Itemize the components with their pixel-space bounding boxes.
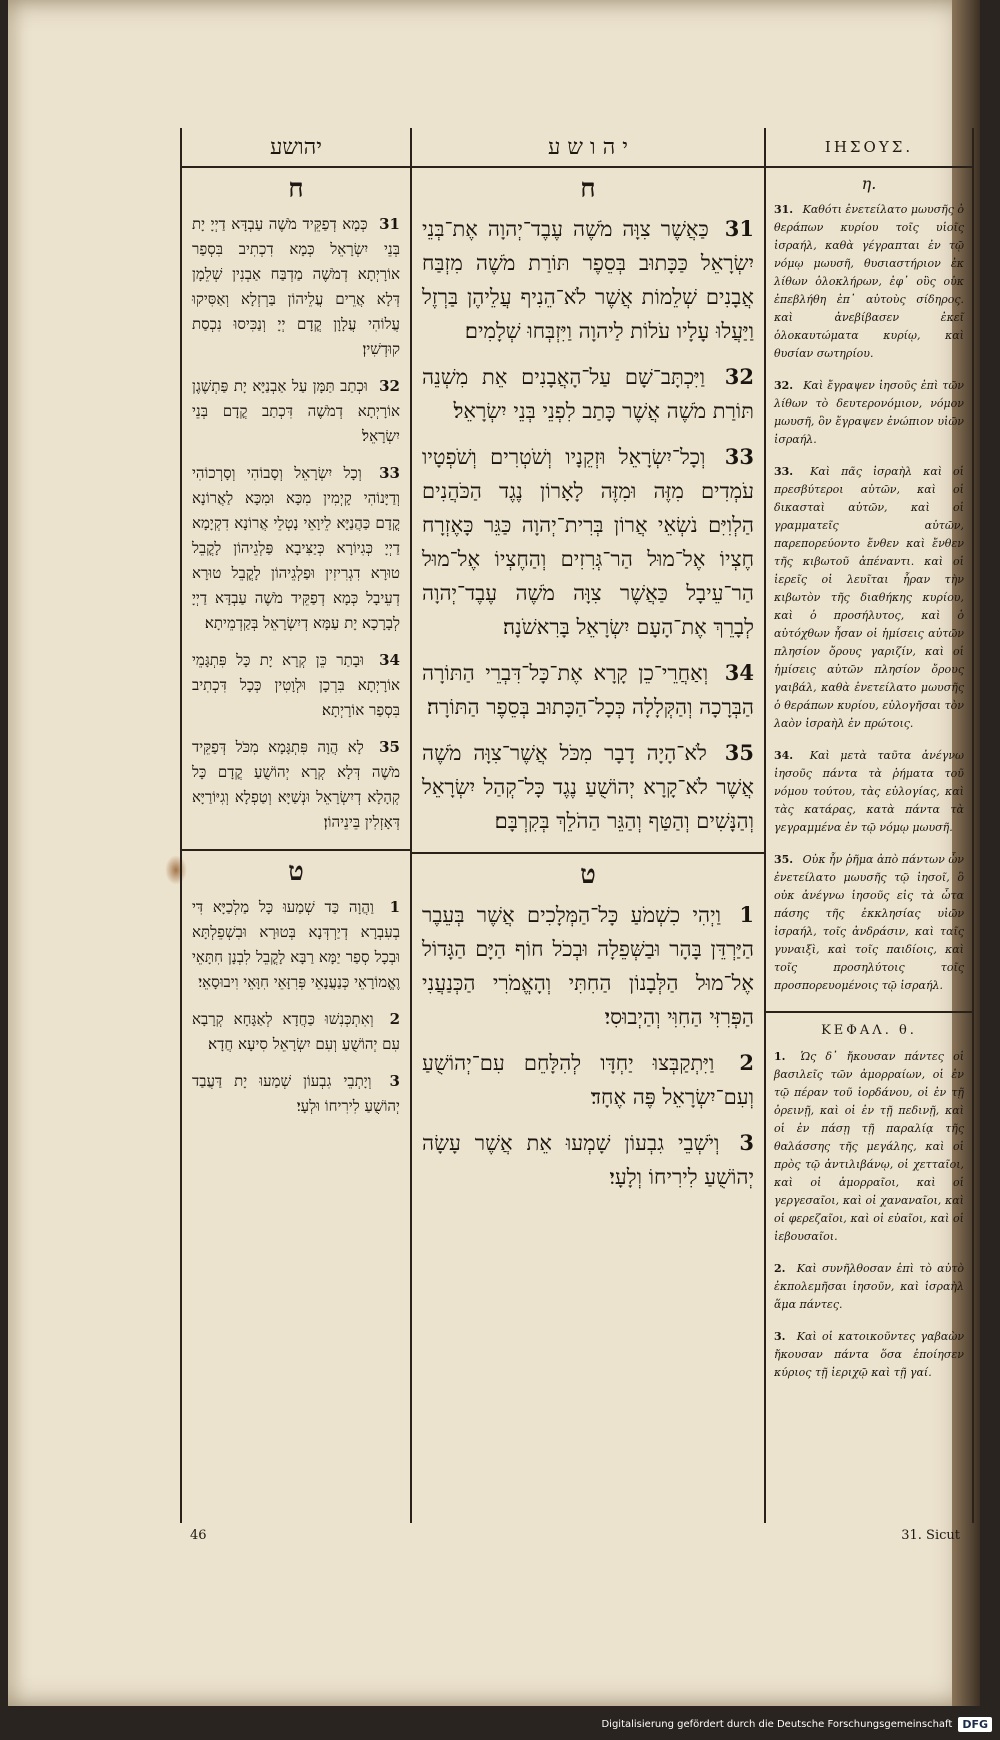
- page-number: 46: [190, 1528, 207, 1543]
- text-frame: [180, 128, 974, 1523]
- catchword: 31. Sicut: [901, 1528, 960, 1543]
- aramaic-verses-ch8: [182, 208, 410, 843]
- verse: [412, 1042, 764, 1122]
- verse: [766, 847, 972, 1005]
- verse: [182, 1065, 410, 1127]
- dfg-logo-icon: DFG: [958, 1717, 992, 1732]
- verse-number: 35: [724, 740, 754, 765]
- verse: [182, 731, 410, 843]
- verse-number: 34: [724, 660, 754, 685]
- verse-number: 33.: [774, 465, 794, 478]
- verse-number: 35.: [774, 853, 794, 866]
- verse: [766, 1324, 972, 1392]
- verse-number: 32: [379, 377, 400, 395]
- verse-number: 34: [379, 651, 400, 669]
- verse-text: Καὶ ἔγραψεν ἰησοῦς ἐπὶ τῶν λίθων τὸ δευτερονόμιον, νόμον μωυσῆ, ὃν ἔγραψεν ἐνώπιον υἱῶν ἰσραήλ.: [774, 379, 964, 446]
- verse-text: Καὶ συνῆλθοσαν ἐπὶ τὸ αὐτὸ ἐκπολεμῆσαι ἰησοῦν, καὶ ἰσραὴλ ἅμα πάντες.: [774, 1262, 964, 1311]
- verse-text: וַיִּכְתָּב־שָׁם עַל־הָאֲבָנִים אֵת מִשְׁנֵה תּוֹרַת מֹשֶׁה אֲשֶׁר כָּתַב לִפְנֵי בְּנֵי יִשְׂרָאֵל׃: [422, 365, 754, 423]
- aramaic-column: [182, 128, 412, 1523]
- hebrew-divider: [412, 852, 764, 854]
- verse-text: וַיִּתְקַבְּצוּ יַחְדָּו לְהִלָּחֵם עִם־יְהוֹשֻׁעַ וְעִם־יִשְׂרָאֵל פֶּה אֶחָד׃: [422, 1051, 754, 1109]
- greek-divider: [766, 1011, 972, 1013]
- verse-text: Καὶ μετὰ ταῦτα ἀνέγνω ἰησοῦς πάντα τὰ ῥήματα τοῦ νόμου τούτου, τὰς εὐλογίας, καὶ τὰς κατάρας, κατὰ πάντα τὰ γεγραμμένα ἐν τῷ νόμῳ μωυσῆ.: [774, 749, 964, 834]
- verse-number: 1: [389, 898, 400, 916]
- verse-number: 31: [379, 215, 400, 233]
- verse: [412, 1122, 764, 1202]
- verse: [412, 356, 764, 436]
- book-page: [8, 0, 980, 1706]
- verse: [182, 208, 410, 370]
- hebrew-verses-ch8: [412, 208, 764, 846]
- verse-text: וְכָל יִשְׂרָאֵל וְסָבוֹהִי וְסָרְכוֹהִי וְדַיָּנוֹהִי קָיְמִין מִכָּא וּמִכָּא לַאֲרוֹנָא קֳדָם כַּהֲנַיָּא לֵיוָאֵי נָטְלֵי אֲרוֹנָא דִקְיָמָא דַיְיָ כְּגִיוֹרָא כְּיַצִּיבָא פַּלְגֵיהוֹן לָקֳבֵל טוּרָא דִגְרִיזִין וּפַלְגֵיהוֹן לָקֳבֵל טוּרָא דְעֵיבָל כְּמָא דְפַקֵּיד מֹשֶׁה עַבְדָּא דַיְיָ לְבָרָכָא יָת עַמָּא דְיִשְׂרָאֵל בְּקַדְמֵיתָא׃: [192, 464, 400, 632]
- verse-text: Οὐκ ἦν ῥῆμα ἀπὸ πάντων ὧν ἐνετείλατο μωυσῆς τῷ ἰησοῖ, ὃ οὐκ ἀνέγνω ἰησοῦς εἰς τὰ ὦτα πάσης τῆς ἐκκλησίας υἱῶν ἰσραήλ, τοῖς ἀνδράσιν, καὶ ταῖς γυναιξὶ, καὶ τοῖς παιδίοις, καὶ τοῖς προσηλύτοις τοῖς προσπορευομένοις τῷ ἰσραήλ.: [774, 853, 964, 992]
- verse: [182, 644, 410, 731]
- verse: [766, 743, 972, 847]
- greek-chapter-8: η.: [861, 174, 877, 193]
- verse-number: 1: [739, 902, 754, 927]
- verse-text: וְאַחֲרֵי־כֵן קָרָא אֶת־כָּל־דִּבְרֵי הַתּוֹרָה הַבְּרָכָה וְהַקְּלָלָה כְּכָל־הַכָּתוּב בְּסֵפֶר הַתּוֹרָה׃: [422, 661, 754, 719]
- verse: [766, 197, 972, 373]
- digitization-credit: [601, 1717, 992, 1732]
- verse: [412, 652, 764, 732]
- credit-text: Digitalisierung gefördert durch die Deutsche Forschungsgemeinschaft: [601, 1719, 953, 1730]
- hebrew-chapter-9: ט: [580, 860, 596, 890]
- verse: [412, 436, 764, 652]
- aramaic-chapter-8: ח: [288, 174, 304, 204]
- verse-text: לֹא־הָיָה דָבָר מִכֹּל אֲשֶׁר־צִוָּה מֹשֶׁה אֲשֶׁר לֹא־קָרָא יְהוֹשֻׁעַ נֶגֶד כָּל־קְהַל יִשְׂרָאֵל וְהַנָּשִׁים וְהַטַּף וְהַגֵּר הַהֹלֵךְ בְּקִרְבָּם׃: [422, 741, 754, 833]
- verse: [412, 894, 764, 1042]
- verse: [182, 891, 410, 1003]
- verse-number: 2: [739, 1050, 754, 1075]
- greek-verses-ch9: [766, 1044, 972, 1392]
- greek-header: ΙΗΣΟΥΣ.: [766, 128, 972, 168]
- verse-number: 32: [724, 364, 754, 389]
- verse-number: 3.: [774, 1330, 786, 1343]
- verse-text: וּכְתַב תַּמָּן עַל אַבְנַיָּא יָת פַּתְשֶׁגֶן אוֹרָיְתָא דְמֹשֶׁה דִּכְתַב קֳדָם בְּנֵי יִשְׂרָאֵל׃: [192, 377, 400, 445]
- verse-number: 31: [724, 216, 755, 241]
- verse-text: וְכָל־יִשְׂרָאֵל וּזְקֵנָיו וְשֹׁטְרִים וְשֹׁפְטָיו עֹמְדִים מִזֶּה וּמִזֶּה לָאָרוֹן נֶגֶד הַכֹּהֲנִים הַלְוִיִּם נֹשְׂאֵי אֲרוֹן בְּרִית־יְהוָה כַּגֵּר כָּאֶזְרָח חֶצְיוֹ אֶל־מוּל הַר־גְּרִזִים וְהַחֶצְיוֹ אֶל־מוּל הַר־עֵיבָל כַּאֲשֶׁר צִוָּה מֹשֶׁה עֶבֶד־יְהוָה לְבָרֵךְ אֶת־הָעָם יִשְׂרָאֵל בָּרִאשֹׁנָה׃: [422, 445, 754, 639]
- verse-text: Καὶ πᾶς ἰσραὴλ καὶ οἱ πρεσβύτεροι αὐτῶν, καὶ οἱ δικασταὶ αὐτῶν, καὶ οἱ γραμματεῖς αὐτῶν, παρεπορεύοντο ἔνθεν καὶ ἔνθεν τῆς κιβωτοῦ ἀπέναντι. καὶ οἱ ἱερεῖς οἱ λευῖται ἦραν τὴν κιβωτὸν τῆς διαθήκης κυρίου, καὶ ὁ προσήλυτος, καὶ ὁ αὐτόχθων ἦσαν οἱ ἡμίσεις αὐτῶν πλησίον ὄρους γαριζίν, καὶ οἱ ἡμίσεις αὐτῶν πλησίον ὄρους γαιβάλ, καθὰ ἐνετείλατο μωυσῆς ὁ θεράπων κυρίου, εὐλογῆσαι τὸν λαὸν ἰσραὴλ ἐν πρώτοις.: [774, 465, 964, 730]
- verse-text: לָא הֲוָה פִּתְגָּמָא מִכֹּל דְּפַקֵּיד מֹשֶׁה דְּלָא קְרָא יְהוֹשֻׁעַ קֳדָם כָּל קְהָלָא דְיִשְׂרָאֵל וּנְשַׁיָּא וְטַפְלָא וְגִיּוֹרַיָּא דְּאָזְלִין בֵּינֵיהוֹן׃: [192, 738, 400, 831]
- verse-number: 2: [389, 1010, 400, 1028]
- verse-number: 2.: [774, 1262, 786, 1275]
- verse-text: וְאִתְכְּנִשׁוּ כַּחֲדָא לְאַגָּחָא קְרָבָא עִם יְהוֹשֻׁעַ וְעִם יִשְׂרָאֵל סִיעָא חֲדָא׃: [192, 1010, 400, 1053]
- greek-chapter-9: ΚΕΦΑΛ. θ.: [821, 1023, 917, 1038]
- verse-text: וַיְהִי כִשְׁמֹעַ כָּל־הַמְּלָכִים אֲשֶׁר בְּעֵבֶר הַיַּרְדֵּן בָּהָר וּבַשְּׁפֵלָה וּבְכֹל חוֹף הַיָּם הַגָּדוֹל אֶל־מוּל הַלְּבָנוֹן הַחִתִּי וְהָאֱמֹרִי הַכְּנַעֲנִי הַפְּרִזִּי הַחִוִּי וְהַיְבוּסִי׃: [422, 903, 754, 1029]
- verse: [182, 457, 410, 644]
- greek-verses-ch8: [766, 197, 972, 1005]
- verse: [766, 1256, 972, 1324]
- hebrew-verses-ch9: [412, 894, 764, 1202]
- page-footer: [180, 1528, 970, 1548]
- verse-number: 31.: [774, 203, 794, 216]
- verse-number: 3: [739, 1130, 755, 1155]
- aramaic-header: יהושע: [182, 128, 410, 168]
- verse-text: וְיֹשְׁבֵי גִבְעוֹן שָׁמְעוּ אֵת אֲשֶׁר עָשָׂה יְהוֹשֻׁעַ לִירִיחוֹ וְלָעָי׃: [422, 1131, 754, 1189]
- verse-text: וְיָתְבֵי גִבְעוֹן שְׁמַעוּ יָת דַּעֲבַד יְהוֹשֻׁעַ לִירִיחוֹ וּלְעָי׃: [192, 1072, 400, 1115]
- verse: [766, 1044, 972, 1256]
- verse-number: 1.: [774, 1050, 786, 1063]
- aramaic-chapter-9: ט: [288, 857, 304, 887]
- aramaic-divider: [182, 849, 410, 851]
- verse: [182, 370, 410, 457]
- verse-text: כְּמָא דְפַקֵּיד מֹשֶׁה עַבְדָּא דַיְיָ יָת בְּנֵי יִשְׂרָאֵל כְּמָא דִכְתִיב בִּסְפַר אוֹרָיְתָא דְמֹשֶׁה מַדְבַּח אַבְנִין שְׁלֵמָן דְּלָא אֲרֵים עֲלֵיהוֹן בַּרְזְלָא וְאַסִּיקוּ עֲלוֹהִי עֲלָוָן קֳדָם יְיָ וְנַכִּיסוּ נִכְסַת קוּדְשִׁין׃: [192, 215, 400, 358]
- verse-text: וּבָתַר כֵּן קְרָא יָת כָּל פִּתְגָּמֵי אוֹרָיְתָא בִּרְכָן וּלְוָטִין כְּכָל דִּכְתִיב בִּסְפַר אוֹרָיְתָא׃: [192, 651, 400, 719]
- verse-number: 35: [379, 738, 400, 756]
- verse-number: 34.: [774, 749, 794, 762]
- verse-number: 32.: [774, 379, 794, 392]
- verse-number: 33: [379, 464, 400, 482]
- verse-number: 33: [724, 444, 754, 469]
- hebrew-header: י ה ו ש ע: [412, 128, 764, 168]
- verse: [412, 208, 764, 356]
- verse-text: Καὶ οἱ κατοικοῦντες γαβαὼν ἤκουσαν πάντα ὅσα ἐποίησεν κύριος τῇ ἱεριχῷ καὶ τῇ γαί.: [774, 1330, 965, 1379]
- verse-text: Καθότι ἐνετείλατο μωυσῆς ὁ θεράπων κυρίου τοῖς υἱοῖς ἰσραήλ, καθὰ γέγραπται ἐν τῷ νόμῳ μωυσῆ, θυσιαστήριον ἐκ λίθων ὁλοκλήρων, ἐφ᾽ οὓς οὐκ ἐπεβλήθη ἐπ᾽ αὐτοὺς σίδηρος. καὶ ἀνεβίβασεν ἐκεῖ ὁλοκαυτώματα κυρίῳ, καὶ θυσίαν σωτηρίου.: [774, 203, 965, 360]
- hebrew-chapter-8: ח: [580, 174, 596, 204]
- verse: [766, 373, 972, 459]
- verse: [182, 1003, 410, 1065]
- verse-text: כַּאֲשֶׁר צִוָּה מֹשֶׁה עֶבֶד־יְהוָה אֶת־בְּנֵי יִשְׂרָאֵל כַּכָּתוּב בְּסֵפֶר תּוֹרַת מֹשֶׁה מִזְבַּח אֲבָנִים שְׁלֵמוֹת אֲשֶׁר לֹא־הֵנִיף עֲלֵיהֶן בַּרְזֶל וַיַּעֲלוּ עָלָיו עֹלוֹת לַיהוָה וַיִּזְבְּחוּ שְׁלָמִים׃: [422, 217, 754, 343]
- aramaic-verses-ch9: [182, 891, 410, 1127]
- hebrew-column: [412, 128, 766, 1523]
- greek-column: [766, 128, 972, 1523]
- verse-number: 3: [389, 1072, 400, 1090]
- verse-text: וַהֲוָה כַּד שְׁמַעוּ כָּל מַלְכַיָּא דִּי בְעִבְרָא דְיַרְדְּנָא בְּטוּרָא וּבִשְׁפֵלְתָּא וּבְכָל סְפַר יַמָּא רַבָּא לָקֳבֵל לִבְנָן חִתָּאֵי וֶאֱמוֹרָאֵי כְּנַעֲנָאֵי פְּרִזָּאֵי חִוָּאֵי וִיבוּסָאֵי׃: [192, 898, 400, 991]
- verse-text: Ὡς δ᾽ ἤκουσαν πάντες οἱ βασιλεῖς τῶν ἀμορραίων, οἱ ἐν τῷ πέραν τοῦ ἰορδάνου, οἱ ἐν τῇ ὀρεινῇ, καὶ οἱ ἐν τῇ πεδινῇ, καὶ οἱ ἐν πάσῃ τῇ παραλίᾳ τῆς θαλάσσης τῆς μεγάλης, καὶ οἱ πρὸς τῷ ἀντιλιβάνῳ, οἱ χετταῖοι, καὶ οἱ ἀμορραῖοι, καὶ οἱ γεργεσαῖοι, καὶ οἱ χαναναῖοι, καὶ οἱ φερεζαῖοι, καὶ οἱ εὐαῖοι, καὶ οἱ ἰεβουσαῖοι.: [774, 1050, 965, 1243]
- verse: [766, 459, 972, 743]
- verse: [412, 732, 764, 846]
